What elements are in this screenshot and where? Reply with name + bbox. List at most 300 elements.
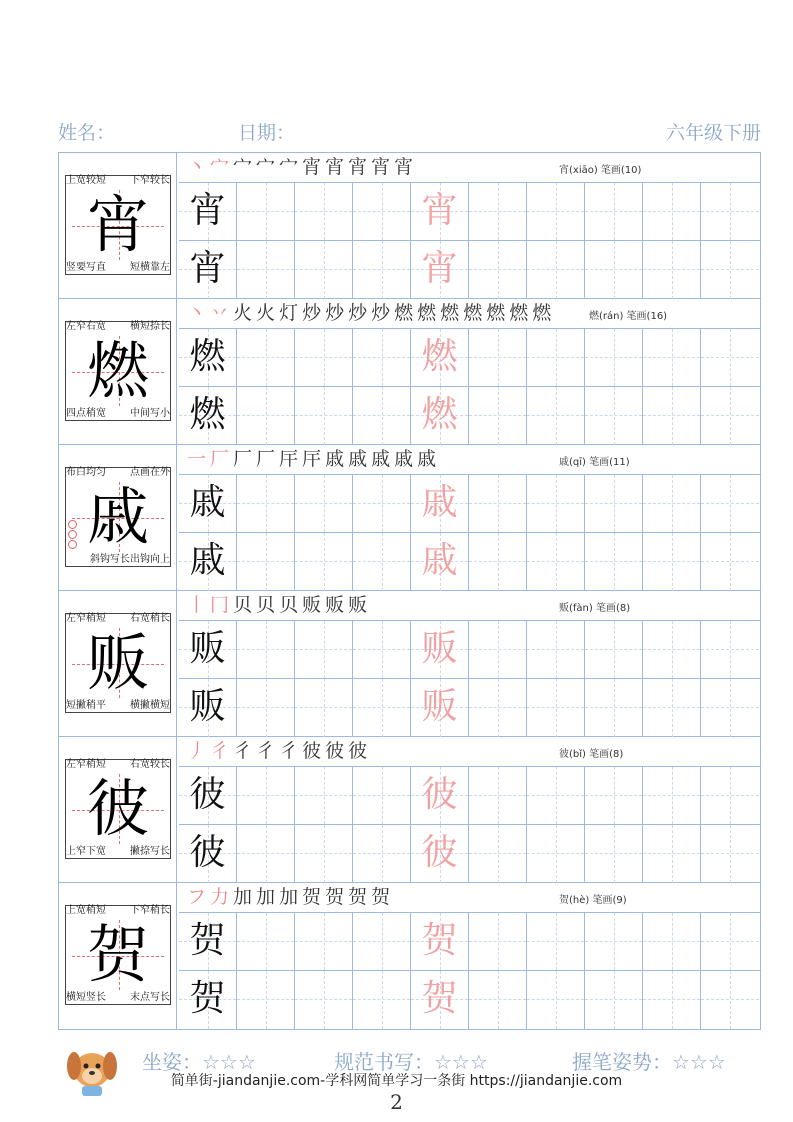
- stroke-step: 燃: [532, 302, 554, 324]
- stroke-step: 宀: [256, 156, 278, 178]
- practice-cell[interactable]: [295, 679, 353, 737]
- model-character: 贺: [86, 918, 149, 991]
- cell-guide-horizontal: [585, 795, 642, 796]
- practice-cell[interactable]: [643, 387, 701, 445]
- posture-rating: 坐姿：☆☆☆: [142, 1050, 256, 1074]
- practice-cell[interactable]: [179, 767, 237, 824]
- practice-cell[interactable]: [179, 679, 237, 737]
- cell-guide-horizontal: [643, 795, 700, 796]
- practice-cell[interactable]: [643, 533, 701, 591]
- cell-guide-horizontal: [527, 795, 584, 796]
- practice-cell[interactable]: [237, 621, 295, 678]
- writing-tip: 短撇稍平: [66, 700, 106, 711]
- stroke-step: 彳: [233, 740, 255, 762]
- practice-cell[interactable]: [469, 241, 527, 299]
- cell-guide-vertical: [382, 241, 383, 299]
- cell-guide-horizontal: [237, 941, 294, 942]
- cell-guide-horizontal: [469, 211, 526, 212]
- cell-guide-horizontal: [237, 707, 294, 708]
- writing-tip: 下窄较长: [130, 175, 170, 186]
- cell-guide-vertical: [382, 679, 383, 737]
- practice-cell[interactable]: [411, 533, 469, 591]
- stroke-sequence: [187, 447, 440, 471]
- stroke-step: 厈: [279, 448, 301, 470]
- writing-tip: 竖要写直: [66, 262, 106, 273]
- writing-tip: 横撇横短: [130, 700, 170, 711]
- practice-cell[interactable]: [469, 971, 527, 1029]
- cell-guide-horizontal: [527, 561, 584, 562]
- practice-cell[interactable]: [179, 329, 237, 386]
- cell-guide-horizontal: [701, 649, 759, 650]
- cell-guide-horizontal: [643, 853, 700, 854]
- writing-tip: 四点稍宽: [66, 408, 106, 419]
- practice-cell[interactable]: [411, 241, 469, 299]
- practice-cell[interactable]: [527, 971, 585, 1029]
- practice-cell[interactable]: [527, 533, 585, 591]
- practice-cell[interactable]: [585, 621, 643, 678]
- practice-cell[interactable]: [295, 767, 353, 824]
- practice-cell[interactable]: [701, 329, 759, 386]
- practice-cell[interactable]: [469, 475, 527, 532]
- practice-cell[interactable]: [353, 825, 411, 883]
- pinyin-stroke-count: 彼(bǐ) 笔画(8): [559, 749, 624, 760]
- stroke-step: 宵: [371, 156, 393, 178]
- practice-cell[interactable]: [237, 913, 295, 970]
- practice-cell[interactable]: [411, 825, 469, 883]
- practice-cell[interactable]: [527, 387, 585, 445]
- stroke-step: 彼: [325, 740, 347, 762]
- writing-tip: 点画在外: [130, 467, 170, 478]
- stroke-step: 戚: [325, 448, 347, 470]
- stroke-step: 燃: [394, 302, 416, 324]
- cell-guide-vertical: [672, 387, 673, 445]
- practice-cell[interactable]: [295, 533, 353, 591]
- cell-guide-horizontal: [295, 211, 352, 212]
- practice-cell[interactable]: [295, 621, 353, 678]
- practice-cell[interactable]: [237, 475, 295, 532]
- cell-guide-vertical: [556, 387, 557, 445]
- stroke-order-row: [179, 883, 760, 913]
- practice-row: [179, 971, 760, 1029]
- practice-cell[interactable]: [179, 241, 237, 299]
- sample-character: 贩: [189, 628, 226, 669]
- practice-cell[interactable]: [701, 679, 759, 737]
- cell-guide-vertical: [672, 971, 673, 1029]
- practice-cell[interactable]: [411, 475, 469, 532]
- page-number: 2: [390, 1090, 403, 1114]
- practice-cell[interactable]: [643, 241, 701, 299]
- cell-guide-vertical: [324, 241, 325, 299]
- cell-guide-vertical: [324, 679, 325, 737]
- practice-cell[interactable]: [585, 241, 643, 299]
- practice-cell[interactable]: [237, 329, 295, 386]
- cell-guide-vertical: [266, 533, 267, 591]
- model-panel: [59, 591, 177, 736]
- cell-guide-vertical: [382, 825, 383, 883]
- practice-cell[interactable]: [469, 533, 527, 591]
- practice-cell[interactable]: [701, 183, 759, 240]
- cell-guide-horizontal: [469, 561, 526, 562]
- practice-cell[interactable]: [527, 621, 585, 678]
- stroke-step: 厂: [256, 448, 278, 470]
- practice-cell[interactable]: [295, 825, 353, 883]
- practice-cell[interactable]: [237, 767, 295, 824]
- practice-cell[interactable]: [353, 533, 411, 591]
- practice-cell[interactable]: [469, 387, 527, 445]
- practice-cell[interactable]: [295, 475, 353, 532]
- practice-cell[interactable]: [469, 183, 527, 240]
- practice-cell[interactable]: [701, 387, 759, 445]
- stroke-step: 戚: [371, 448, 393, 470]
- practice-cell[interactable]: [353, 971, 411, 1029]
- practice-cell[interactable]: [527, 329, 585, 386]
- cell-guide-vertical: [382, 533, 383, 591]
- stroke-step: 戚: [394, 448, 416, 470]
- model-panel: [59, 445, 177, 590]
- cell-guide-horizontal: [469, 357, 526, 358]
- practice-cell[interactable]: [701, 475, 759, 532]
- practice-cell[interactable]: [643, 825, 701, 883]
- cell-guide-horizontal: [527, 649, 584, 650]
- cell-guide-horizontal: [237, 503, 294, 504]
- practice-cell[interactable]: [527, 475, 585, 532]
- date-label: 日期：: [238, 122, 296, 144]
- stroke-step: 燃: [463, 302, 485, 324]
- practice-cell[interactable]: [527, 183, 585, 240]
- cell-guide-horizontal: [643, 649, 700, 650]
- stroke-step: 宵: [394, 156, 416, 178]
- practice-cell[interactable]: [179, 387, 237, 445]
- practice-cell[interactable]: [295, 329, 353, 386]
- practice-cell[interactable]: [237, 241, 295, 299]
- practice-cell[interactable]: [701, 971, 759, 1029]
- model-char-box: [65, 321, 171, 421]
- stroke-step: 冂: [210, 594, 232, 616]
- practice-cell[interactable]: [469, 913, 527, 970]
- practice-cell[interactable]: [527, 825, 585, 883]
- sample-character: 戚: [189, 540, 226, 581]
- cell-guide-vertical: [266, 971, 267, 1029]
- practice-cell[interactable]: [469, 329, 527, 386]
- stroke-order-row: [179, 299, 760, 329]
- sample-character: 彼: [189, 774, 226, 815]
- practice-cell[interactable]: [585, 329, 643, 386]
- stroke-step: 厂: [233, 448, 255, 470]
- practice-cell[interactable]: [295, 971, 353, 1029]
- cell-guide-horizontal: [701, 999, 759, 1000]
- cell-guide-horizontal: [353, 999, 410, 1000]
- cell-guide-vertical: [382, 971, 383, 1029]
- cell-guide-horizontal: [527, 707, 584, 708]
- stroke-step: 燃: [509, 302, 531, 324]
- practice-cell[interactable]: [411, 913, 469, 970]
- cell-guide-horizontal: [701, 707, 759, 708]
- cell-guide-vertical: [498, 533, 499, 591]
- practice-cell[interactable]: [585, 475, 643, 532]
- stroke-step: 贺: [348, 886, 370, 908]
- practice-cell[interactable]: [295, 241, 353, 299]
- cell-guide-horizontal: [295, 649, 352, 650]
- practice-cell[interactable]: [643, 913, 701, 970]
- practice-cell[interactable]: [353, 621, 411, 678]
- cell-guide-horizontal: [701, 561, 759, 562]
- practice-cell[interactable]: [353, 475, 411, 532]
- practice-cell[interactable]: [237, 679, 295, 737]
- practice-cell[interactable]: [353, 183, 411, 240]
- cell-guide-horizontal: [353, 853, 410, 854]
- stroke-step: 贝: [279, 594, 301, 616]
- practice-row: [179, 387, 760, 445]
- cell-guide-vertical: [672, 825, 673, 883]
- practice-cell[interactable]: [353, 679, 411, 737]
- stroke-step: 宵: [325, 156, 347, 178]
- cell-guide-vertical: [730, 679, 731, 737]
- practice-cell[interactable]: [585, 183, 643, 240]
- sample-character: 宵: [189, 248, 226, 289]
- practice-sheet: [58, 152, 761, 1030]
- model-character: 贩: [86, 626, 149, 699]
- practice-cell[interactable]: [643, 329, 701, 386]
- practice-cell[interactable]: [585, 767, 643, 824]
- cell-guide-vertical: [324, 825, 325, 883]
- writing-tip: 右宽稍长: [130, 613, 170, 624]
- stroke-step: 宵: [348, 156, 370, 178]
- model-character: 彼: [86, 772, 149, 845]
- sample-character: 燃: [189, 394, 226, 435]
- stroke-step: 炒: [348, 302, 370, 324]
- practice-cell[interactable]: [527, 241, 585, 299]
- trace-character: 彼: [421, 774, 458, 815]
- cell-guide-horizontal: [295, 561, 352, 562]
- cell-guide-horizontal: [295, 707, 352, 708]
- practice-cell[interactable]: [237, 825, 295, 883]
- stroke-step: 宀: [233, 156, 255, 178]
- practice-cell[interactable]: [469, 679, 527, 737]
- char-block: [59, 591, 760, 737]
- practice-cell[interactable]: [411, 767, 469, 824]
- stroke-order-row: [179, 445, 760, 475]
- practice-cell[interactable]: [585, 679, 643, 737]
- stroke-step: 彳: [279, 740, 301, 762]
- practice-cell[interactable]: [643, 767, 701, 824]
- site-watermark: 简单街-jiandanjie.com-学科网简单学习一条街 https://jiandanjie.com: [170, 1073, 623, 1089]
- writing-tip: 布白均匀: [66, 467, 106, 478]
- practice-cell[interactable]: [411, 971, 469, 1029]
- practice-cell[interactable]: [237, 533, 295, 591]
- practice-cell[interactable]: [701, 913, 759, 970]
- cell-guide-horizontal: [353, 941, 410, 942]
- practice-cell[interactable]: [527, 679, 585, 737]
- cell-guide-horizontal: [585, 999, 642, 1000]
- stroke-step: 一: [187, 448, 209, 470]
- cell-guide-horizontal: [585, 269, 642, 270]
- trace-character: 戚: [421, 540, 458, 581]
- cell-guide-horizontal: [643, 999, 700, 1000]
- stroke-step: 戚: [348, 448, 370, 470]
- sample-character: 贩: [189, 686, 226, 727]
- practice-cell[interactable]: [585, 387, 643, 445]
- trace-character: 贩: [421, 628, 458, 669]
- stroke-step: 炒: [302, 302, 324, 324]
- trace-character: 宵: [421, 248, 458, 289]
- cell-guide-vertical: [382, 387, 383, 445]
- practice-cell[interactable]: [643, 621, 701, 678]
- cell-guide-horizontal: [527, 999, 584, 1000]
- cell-guide-horizontal: [469, 853, 526, 854]
- cell-guide-vertical: [730, 241, 731, 299]
- stroke-step: 彼: [348, 740, 370, 762]
- cell-guide-vertical: [730, 387, 731, 445]
- practice-cell[interactable]: [585, 971, 643, 1029]
- cell-guide-horizontal: [353, 561, 410, 562]
- stroke-step: 彳: [210, 740, 232, 762]
- practice-cell[interactable]: [237, 183, 295, 240]
- practice-cell[interactable]: [411, 183, 469, 240]
- practice-cell[interactable]: [469, 621, 527, 678]
- char-block: [59, 737, 760, 883]
- stroke-order-row: [179, 591, 760, 621]
- stroke-step: 燃: [486, 302, 508, 324]
- stroke-step: 火: [233, 302, 255, 324]
- writing-tip: 左窄稍短: [66, 613, 106, 624]
- cell-guide-vertical: [498, 971, 499, 1029]
- sample-character: 贺: [189, 920, 226, 961]
- cell-guide-horizontal: [237, 999, 294, 1000]
- trace-character: 贩: [421, 686, 458, 727]
- writing-tip: 横短捺长: [130, 321, 170, 332]
- cell-guide-horizontal: [585, 503, 642, 504]
- practice-cell[interactable]: [585, 533, 643, 591]
- sample-character: 彼: [189, 832, 226, 873]
- writing-rating: 规范书写：☆☆☆: [334, 1050, 488, 1074]
- cell-guide-horizontal: [585, 853, 642, 854]
- cell-guide-horizontal: [295, 269, 352, 270]
- cell-guide-horizontal: [353, 357, 410, 358]
- practice-cell[interactable]: [179, 913, 237, 970]
- cell-guide-horizontal: [237, 795, 294, 796]
- pinyin-stroke-count: 戚(qī) 笔画(11): [559, 457, 630, 468]
- practice-cell[interactable]: [353, 767, 411, 824]
- practice-cell[interactable]: [353, 241, 411, 299]
- practice-cell[interactable]: [701, 241, 759, 299]
- practice-cell[interactable]: [295, 387, 353, 445]
- practice-cell[interactable]: [179, 533, 237, 591]
- stroke-step: 贺: [302, 886, 324, 908]
- practice-row: [179, 241, 760, 299]
- cell-guide-vertical: [556, 825, 557, 883]
- practice-cell[interactable]: [411, 329, 469, 386]
- practice-cell[interactable]: [585, 825, 643, 883]
- practice-cell[interactable]: [701, 621, 759, 678]
- cell-guide-horizontal: [353, 795, 410, 796]
- practice-cell[interactable]: [643, 183, 701, 240]
- practice-cell[interactable]: [179, 475, 237, 532]
- practice-cell[interactable]: [469, 767, 527, 824]
- cell-guide-vertical: [614, 533, 615, 591]
- cell-guide-horizontal: [527, 211, 584, 212]
- practice-cell[interactable]: [643, 971, 701, 1029]
- cell-guide-horizontal: [643, 357, 700, 358]
- name-label: 姓名：: [58, 122, 116, 144]
- cell-guide-horizontal: [527, 357, 584, 358]
- stroke-step: 丿: [187, 740, 209, 762]
- model-panel: [59, 299, 177, 444]
- practice-cell[interactable]: [179, 621, 237, 678]
- practice-cell[interactable]: [527, 767, 585, 824]
- stroke-step: 加: [279, 886, 301, 908]
- practice-cell[interactable]: [353, 913, 411, 970]
- writing-tip: 撇捺写长: [130, 846, 170, 857]
- grip-rating: 握笔姿势：☆☆☆: [572, 1050, 726, 1074]
- cell-guide-vertical: [266, 679, 267, 737]
- char-block: [59, 153, 760, 299]
- practice-cell[interactable]: [585, 913, 643, 970]
- practice-cell[interactable]: [701, 767, 759, 824]
- cell-guide-horizontal: [643, 707, 700, 708]
- trace-character: 燃: [421, 336, 458, 377]
- practice-cell[interactable]: [643, 475, 701, 532]
- model-char-box: [65, 613, 171, 713]
- cell-guide-horizontal: [295, 853, 352, 854]
- practice-cell[interactable]: [411, 679, 469, 737]
- practice-cell[interactable]: [179, 183, 237, 240]
- model-char-box: [65, 759, 171, 859]
- stroke-step: フ: [187, 886, 209, 908]
- cell-guide-horizontal: [701, 503, 759, 504]
- cell-guide-vertical: [556, 533, 557, 591]
- writing-tip: 斜钩写长出钩向上: [90, 554, 170, 565]
- practice-cell[interactable]: [411, 387, 469, 445]
- trace-character: 贺: [421, 920, 458, 961]
- stroke-step: 戚: [417, 448, 439, 470]
- practice-cell[interactable]: [237, 971, 295, 1029]
- cell-guide-horizontal: [701, 941, 759, 942]
- practice-cell[interactable]: [643, 679, 701, 737]
- cell-guide-vertical: [498, 387, 499, 445]
- practice-cell[interactable]: [701, 825, 759, 883]
- stroke-order-row: [179, 737, 760, 767]
- cell-guide-horizontal: [237, 853, 294, 854]
- practice-cell[interactable]: [179, 825, 237, 883]
- practice-cell[interactable]: [353, 329, 411, 386]
- model-char-box: [65, 175, 171, 275]
- practice-cell[interactable]: [469, 825, 527, 883]
- practice-cell[interactable]: [701, 533, 759, 591]
- practice-cell[interactable]: [295, 183, 353, 240]
- practice-cell[interactable]: [295, 913, 353, 970]
- practice-cell[interactable]: [411, 621, 469, 678]
- cell-guide-horizontal: [643, 211, 700, 212]
- cell-guide-horizontal: [643, 415, 700, 416]
- cell-guide-horizontal: [701, 415, 759, 416]
- practice-cell[interactable]: [237, 387, 295, 445]
- practice-cell[interactable]: [353, 387, 411, 445]
- trace-character: 贺: [421, 978, 458, 1019]
- cell-guide-vertical: [730, 971, 731, 1029]
- cell-guide-horizontal: [585, 561, 642, 562]
- practice-cell[interactable]: [527, 913, 585, 970]
- practice-row: [179, 475, 760, 533]
- stroke-step: 加: [256, 886, 278, 908]
- practice-cell[interactable]: [179, 971, 237, 1029]
- sample-character: 贺: [189, 978, 226, 1019]
- cell-guide-horizontal: [353, 649, 410, 650]
- writing-tip: 左窄右宽: [66, 321, 106, 332]
- cell-guide-horizontal: [527, 503, 584, 504]
- model-character: 戚: [86, 480, 149, 553]
- stroke-step: 力: [210, 886, 232, 908]
- cell-guide-vertical: [556, 971, 557, 1029]
